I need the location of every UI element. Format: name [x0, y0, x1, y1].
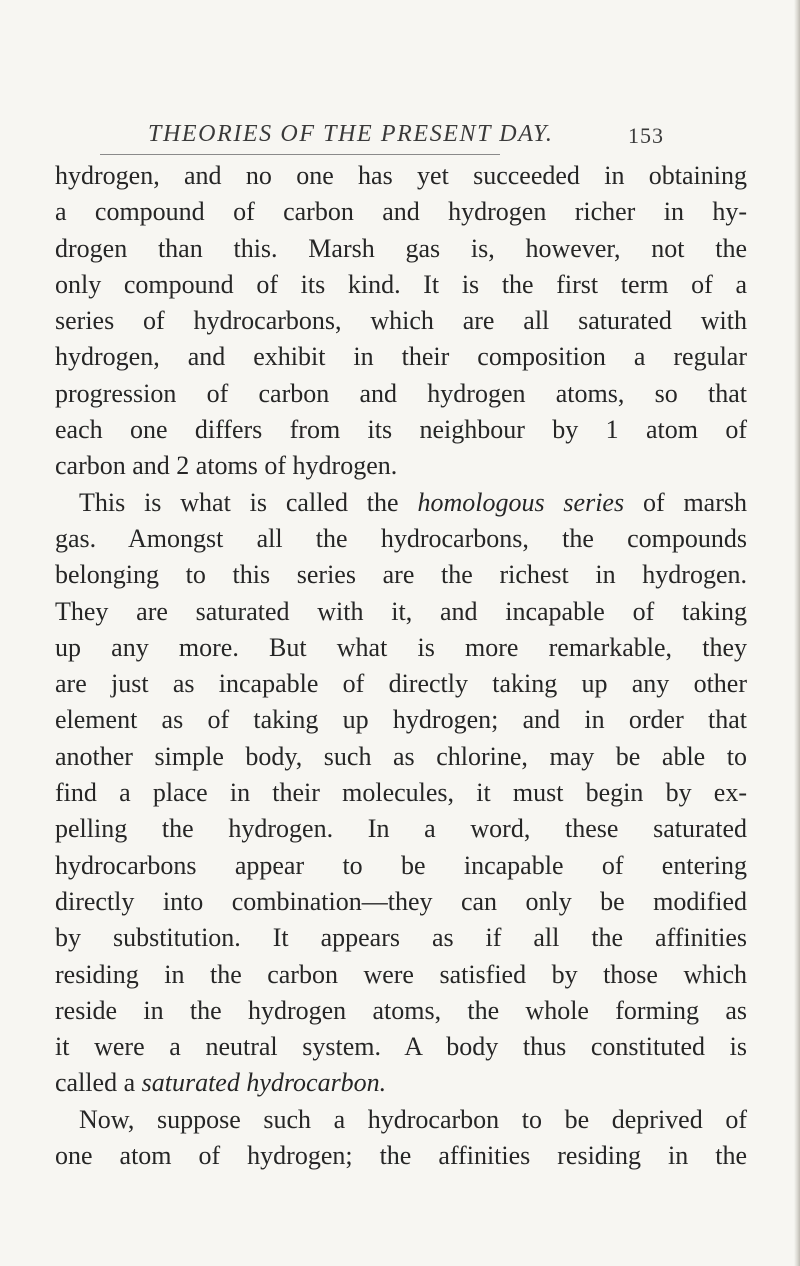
text-line: They are saturated with it, and incapable of taking	[55, 596, 747, 626]
italic-term: homologous series	[417, 487, 625, 517]
page-edge-shadow	[794, 0, 800, 1266]
page-header	[148, 121, 708, 157]
text-line: reside in the hydrogen atoms, the whole forming as	[55, 995, 747, 1025]
text-line: carbon and 2 atoms of hydrogen.	[55, 451, 398, 481]
text-line: series of hydrocarbons, which are all saturated with	[55, 306, 747, 336]
text-line: find a place in their molecules, it must begin by ex-	[55, 778, 747, 808]
text-line: residing in the carbon were satisfied by those which	[55, 959, 747, 989]
text-line: called a saturated hydrocarbon.	[55, 1068, 387, 1098]
text-line: belonging to this series are the richest in hydrogen.	[55, 560, 747, 590]
text-line: drogen than this. Marsh gas is, however, not the	[55, 233, 747, 263]
text-line: gas. Amongst all the hydrocarbons, the compounds	[55, 523, 747, 553]
body-text	[55, 158, 747, 1174]
text-line: only compound of its kind. It is the first term of a	[55, 269, 747, 299]
text-line: progression of carbon and hydrogen atoms, so that	[55, 378, 747, 408]
text-line: Now, suppose such a hydrocarbon to be deprived of	[79, 1104, 747, 1134]
text-line: element as of taking up hydrogen; and in order that	[55, 705, 747, 735]
running-head: THEORIES OF THE PRESENT DAY.	[148, 121, 554, 147]
text-line: one atom of hydrogen; the affinities residing in the	[55, 1141, 747, 1171]
header-rule	[100, 154, 500, 155]
text-line: pelling the hydrogen. In a word, these saturated	[55, 814, 747, 844]
text-line: it were a neutral system. A body thus constituted is	[55, 1032, 747, 1062]
page-number: 153	[628, 123, 664, 148]
italic-term: saturated hydrocarbon.	[141, 1068, 387, 1098]
text-line: hydrogen, and no one has yet succeeded in obtaining	[55, 161, 747, 190]
text-line: are just as incapable of directly taking up any other	[55, 669, 747, 699]
text-line: up any more. But what is more remarkable, they	[55, 632, 747, 662]
text-line: hydrocarbons appear to be incapable of entering	[55, 850, 747, 880]
text-line: another simple body, such as chlorine, may be able to	[55, 741, 747, 771]
text-line: directly into combination—they can only be modified	[55, 886, 747, 916]
text-line: a compound of carbon and hydrogen richer in hy-	[55, 197, 747, 227]
text-line: each one differs from its neighbour by 1 atom of	[55, 415, 747, 445]
text-line: This is what is called the homologous series of marsh	[79, 487, 747, 517]
text-line: by substitution. It appears as if all the affinities	[55, 923, 747, 953]
text-line: hydrogen, and exhibit in their composition a regular	[55, 342, 747, 372]
